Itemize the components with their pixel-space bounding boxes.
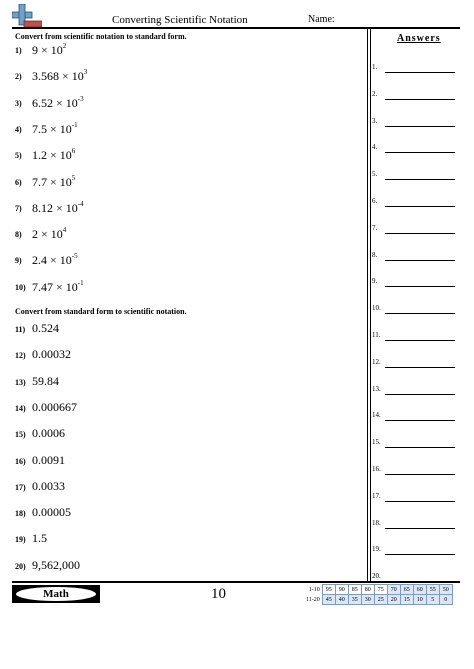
- question-item: [15, 226, 355, 250]
- question-number: 12): [15, 351, 26, 361]
- answer-number: 4.: [372, 143, 378, 152]
- answer-row: [372, 277, 462, 289]
- score-cell: 50: [439, 585, 452, 595]
- answer-number: 1.: [372, 63, 378, 71]
- answer-blank-line: [385, 260, 455, 261]
- answer-row: [372, 197, 462, 209]
- answer-row: [372, 170, 462, 182]
- answer-blank-line: [385, 340, 455, 341]
- coefficient: 7.47 × 10: [32, 279, 78, 294]
- question-number: 1): [15, 46, 22, 55]
- question-value: 1.5: [32, 531, 47, 546]
- answer-number: 6.: [372, 197, 378, 205]
- question-value: 59.84: [32, 373, 59, 388]
- answer-blank-line: [385, 394, 455, 395]
- question-number: 2): [15, 72, 22, 82]
- answer-row: [372, 117, 462, 129]
- question-value: 0.0091: [32, 452, 65, 467]
- question-expression: [32, 200, 84, 216]
- exponent: 2: [62, 42, 67, 50]
- answer-blank-line: [385, 152, 455, 153]
- answer-blank-line: [385, 233, 455, 234]
- coefficient: 9 × 10: [32, 43, 63, 57]
- answer-number: 14.: [372, 411, 381, 420]
- question-number: 5): [15, 151, 22, 161]
- answers-title: Answers: [397, 33, 441, 44]
- question-number: 7): [15, 203, 22, 213]
- answer-blank-line: [385, 447, 455, 448]
- answer-row: [372, 545, 462, 557]
- question-number: 13): [15, 377, 26, 387]
- question-expression: [32, 95, 84, 111]
- section-2-instruction: Convert from standard form to scientific notation.: [15, 307, 187, 316]
- question-item: [15, 557, 355, 582]
- exponent: -1: [77, 278, 84, 287]
- math-badge-label: Math: [43, 588, 69, 600]
- question-expression: [32, 42, 66, 58]
- question-expression: [32, 121, 78, 137]
- question-expression: [32, 226, 66, 242]
- question-expression: [32, 68, 87, 84]
- header-rule: [12, 27, 460, 29]
- question-item: [15, 42, 355, 66]
- question-expression: [32, 252, 78, 268]
- answer-blank-line: [385, 72, 455, 73]
- answer-number: 18.: [372, 518, 381, 527]
- answer-number: 3.: [372, 116, 378, 125]
- coefficient: 6.52 × 10: [32, 95, 78, 110]
- question-item: [15, 321, 355, 345]
- answer-blank-line: [385, 420, 455, 421]
- question-value: 0.000667: [32, 399, 77, 414]
- score-row-11-20: [306, 595, 452, 605]
- answer-number: 15.: [372, 438, 381, 447]
- score-row-label: 11-20: [306, 595, 322, 605]
- coefficient: 1.2 × 10: [32, 148, 72, 163]
- question-number: 16): [15, 456, 26, 466]
- score-cell: 15: [400, 595, 413, 605]
- answer-number: 8.: [372, 250, 378, 259]
- question-item: [15, 373, 355, 398]
- answer-number: 5.: [372, 170, 378, 179]
- coefficient: 7.7 × 10: [32, 174, 72, 189]
- score-cell: 60: [413, 585, 426, 595]
- coefficient: 8.12 × 10: [32, 200, 78, 215]
- answer-row: [372, 143, 462, 155]
- question-number: 14): [15, 403, 26, 413]
- answer-blank-line: [385, 554, 455, 555]
- answer-number: 17.: [372, 491, 381, 500]
- answer-row: [372, 438, 462, 450]
- exponent: -4: [77, 199, 84, 208]
- answer-row: [372, 519, 462, 531]
- question-number: 20): [15, 561, 26, 571]
- question-item: [15, 147, 355, 171]
- question-expression: [32, 147, 75, 163]
- score-cell: 25: [374, 595, 387, 605]
- question-item: [15, 252, 355, 276]
- exponent: -1: [71, 120, 78, 129]
- answer-row: [372, 465, 462, 477]
- plus-minus-logo-icon: [12, 4, 42, 28]
- worksheet-title: Converting Scientific Notation: [112, 14, 248, 26]
- score-row-label: 1-10: [308, 586, 320, 593]
- score-cell: 90: [335, 585, 348, 595]
- question-value: 0.00032: [32, 347, 71, 362]
- score-cell: 45: [322, 595, 335, 605]
- question-item: [15, 278, 355, 303]
- coefficient: 3.568 × 10: [32, 69, 84, 84]
- score-row-1-10: [306, 585, 452, 595]
- page-number: 10: [211, 586, 226, 602]
- question-item: [15, 399, 355, 424]
- score-cell: 35: [348, 595, 361, 605]
- answer-number: 12.: [372, 357, 381, 366]
- answer-blank-line: [385, 313, 455, 314]
- answer-number: 11.: [372, 331, 381, 339]
- exponent: 3: [83, 68, 88, 77]
- question-item: [15, 68, 355, 92]
- question-expression: [32, 174, 75, 190]
- question-number: 15): [15, 430, 26, 440]
- exponent: -5: [71, 252, 78, 261]
- answer-row: [372, 331, 462, 343]
- score-cell: 70: [387, 585, 400, 595]
- section-1-instruction: Convert from scientific notation to standard form.: [15, 32, 187, 41]
- answer-row: [372, 358, 462, 370]
- question-value: 0.0033: [32, 478, 65, 493]
- question-item: [15, 173, 355, 198]
- answer-row: [372, 385, 462, 397]
- score-cell: 65: [400, 585, 413, 595]
- answer-row: [372, 63, 462, 75]
- name-label: Name:: [308, 14, 335, 25]
- answer-number: 16.: [372, 465, 381, 473]
- score-cell: 0: [439, 595, 452, 605]
- question-number: 11): [15, 325, 26, 334]
- answer-number: 10.: [372, 304, 381, 313]
- answer-blank-line: [385, 474, 455, 475]
- exponent: 6: [71, 147, 76, 156]
- score-cell: 75: [374, 585, 387, 595]
- answer-number: 9.: [372, 277, 378, 286]
- answer-blank-line: [385, 179, 455, 180]
- score-cell: 40: [335, 595, 348, 605]
- score-cell: 10: [413, 595, 426, 605]
- answer-number: 7.: [372, 223, 378, 232]
- question-number: 19): [15, 535, 26, 545]
- question-item: [15, 347, 355, 371]
- coefficient: 2 × 10: [32, 227, 63, 242]
- score-cell: 80: [361, 585, 374, 595]
- score-cell: 5: [426, 595, 439, 605]
- question-value: 0.524: [32, 321, 59, 335]
- score-cell: 30: [361, 595, 374, 605]
- question-item: [15, 531, 355, 555]
- coefficient: 7.5 × 10: [32, 121, 72, 136]
- question-number: 9): [15, 256, 22, 266]
- answer-blank-line: [385, 126, 455, 127]
- exponent: -3: [77, 94, 84, 103]
- answer-number: 13.: [372, 384, 381, 393]
- answer-number: 2.: [372, 89, 378, 98]
- question-item: [15, 478, 355, 503]
- question-item: [15, 452, 355, 477]
- answer-row: [372, 411, 462, 423]
- score-cell: 55: [426, 585, 439, 595]
- answer-blank-line: [385, 528, 455, 529]
- question-item: [15, 426, 355, 450]
- answer-row: [372, 492, 462, 504]
- answer-blank-line: [385, 286, 455, 287]
- question-item: [15, 199, 355, 224]
- answer-number: 20.: [372, 572, 381, 581]
- answer-row: [372, 304, 462, 316]
- exponent: 4: [62, 226, 67, 235]
- answer-blank-line: [385, 206, 455, 207]
- answer-column-divider-inner: [370, 29, 371, 581]
- question-expression: [32, 279, 84, 295]
- score-cell: 95: [322, 585, 335, 595]
- question-number: 4): [15, 124, 22, 134]
- answer-row: [372, 90, 462, 102]
- answer-column-divider: [367, 29, 368, 581]
- answer-blank-line: [385, 99, 455, 100]
- question-item: [15, 120, 355, 145]
- question-number: 8): [15, 230, 22, 240]
- score-table: [306, 584, 453, 605]
- question-value: 9,562,000: [32, 557, 80, 572]
- question-number: 6): [15, 177, 22, 187]
- question-number: 3): [15, 98, 22, 108]
- footer-rule: [12, 581, 460, 583]
- answer-blank-line: [385, 501, 455, 502]
- question-value: 0.0006: [32, 426, 65, 441]
- question-item: [15, 94, 355, 119]
- exponent: 5: [71, 173, 76, 182]
- question-item: [15, 505, 355, 529]
- question-number: 18): [15, 509, 26, 519]
- question-value: 0.00005: [32, 505, 71, 520]
- coefficient: 2.4 × 10: [32, 253, 72, 268]
- answer-row: [372, 224, 462, 236]
- score-cell: 20: [387, 595, 400, 605]
- answer-blank-line: [385, 367, 455, 368]
- answer-row: [372, 251, 462, 263]
- score-cell: 85: [348, 585, 361, 595]
- question-number: 17): [15, 482, 26, 492]
- question-number: 10): [15, 282, 26, 292]
- answer-number: 19.: [372, 545, 381, 554]
